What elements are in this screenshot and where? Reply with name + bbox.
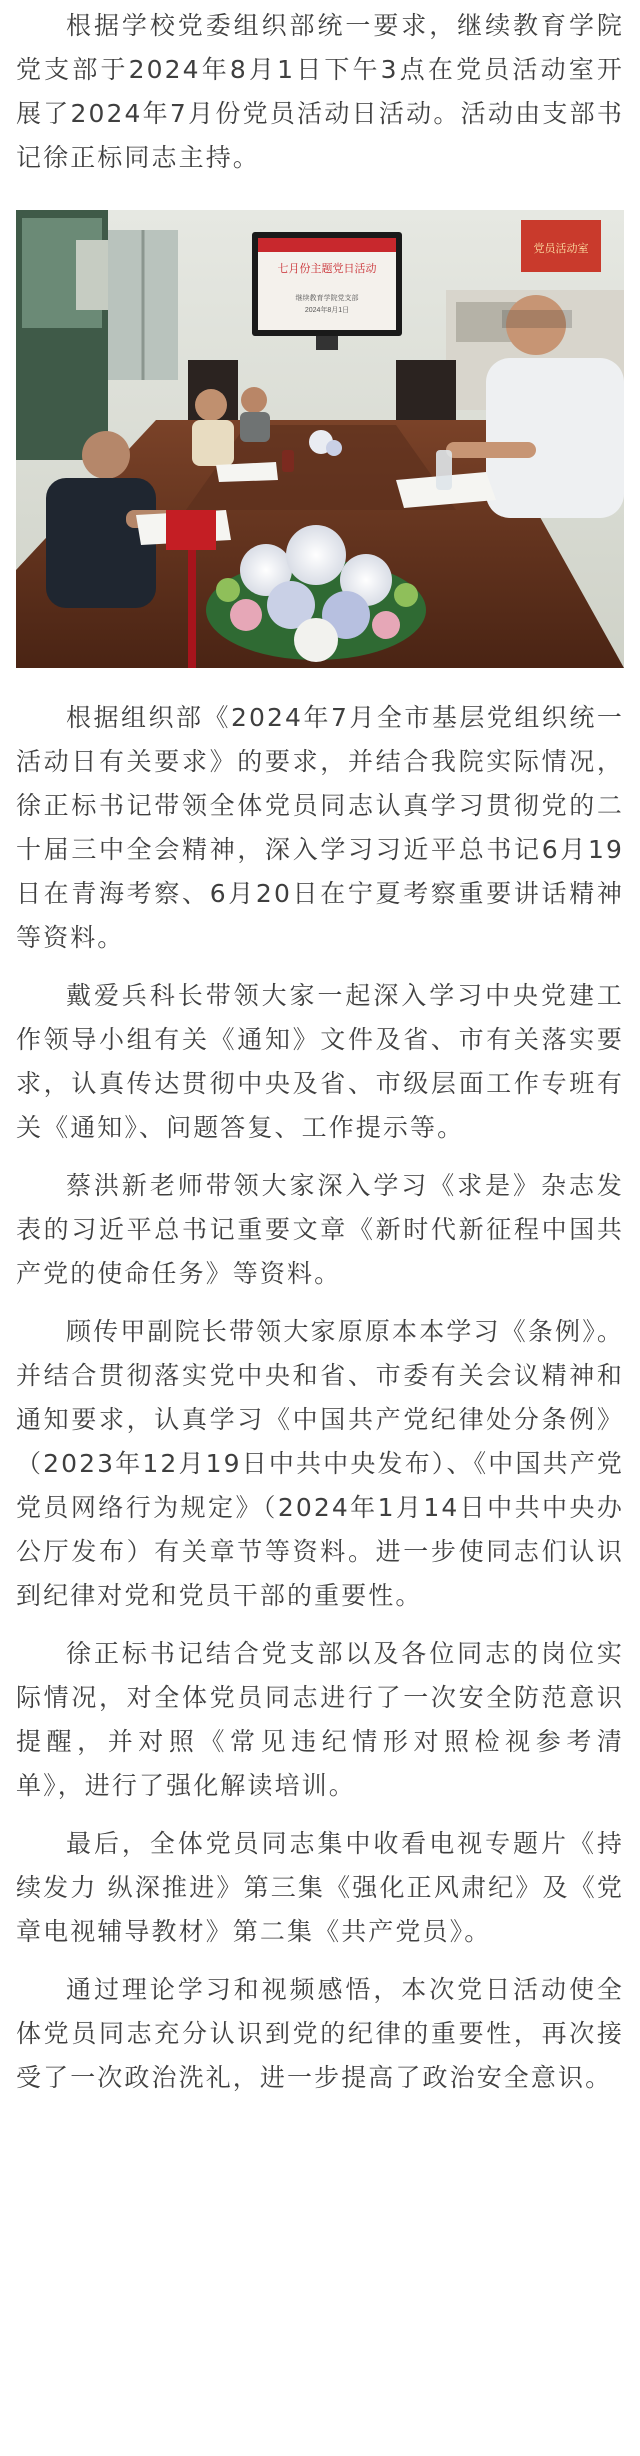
meeting-photo-illustration <box>16 210 624 668</box>
tv-screen-subtitle: 继续教育学院党支部 <box>295 295 359 302</box>
meeting-photo <box>16 210 624 668</box>
paragraph-conclusion: 通过理论学习和视频感悟，本次党日活动使全体党员同志充分认识到党的纪律的重要性，再次接受了一次政治洗礼，进一步提高了政治安全意识。 <box>16 1975 624 2092</box>
paragraph-cai-hongxin: 蔡洪新老师带领大家深入学习《求是》杂志发表的习近平总书记重要文章《新时代新征程中国共产党的使命任务》等资料。 <box>16 1171 624 1288</box>
paragraph-study-plenary: 根据组织部《2024年7月全市基层党组织统一活动日有关要求》的要求，并结合我院实际情况，徐正标书记带领全体党员同志认真学习贯彻党的二十届三中全会精神，深入学习习近平总书记6月19日在青海考察、6月20日在宁夏考察重要讲话精神等资料。 <box>16 703 624 952</box>
paragraph-dai-aibing: 戴爱兵科长带领大家一起深入学习中央党建工作领导小组有关《通知》文件及省、市有关落实要求，认真传达贯彻中央及省、市级层面工作专班有关《通知》、问题答复、工作提示等。 <box>16 981 624 1142</box>
paragraph-intro: 根据学校党委组织部统一要求，继续教育学院党支部于2024年8月1日下午3点在党员活动室开展了2024年7月份党员活动日活动。活动由支部书记徐正标同志主持。 <box>16 11 624 172</box>
wall-poster-text: 党员活动室 <box>533 243 589 255</box>
tv-screen-title: 七月份主题党日活动 <box>277 263 377 275</box>
paragraph-gu-chuanjia: 顾传甲副院长带领大家原原本本学习《条例》。并结合贯彻落实党中央和省、市委有关会议精神和通知要求，认真学习《中国共产党纪律处分条例》（2023年12月19日中共中央发布）、《中国共产党党员网络行为规定》（2024年1月14日中共中央办公厅发布）有关章节等资料。进一步使同志们认识到纪律对党和党员干部的重要性。 <box>16 1317 624 1610</box>
article <box>0 4 640 2456</box>
paragraph-safety-reminder: 徐正标书记结合党支部以及各位同志的岗位实际情况，对全体党员同志进行了一次安全防范意识提醒，并对照《常见违纪情形对照检视参考清单》，进行了强化解读培训。 <box>16 1639 624 1800</box>
paragraph-documentary: 最后，全体党员同志集中收看电视专题片《持续发力 纵深推进》第三集《强化正风肃纪》及《党章电视辅导教材》第二集《共产党员》。 <box>16 1829 624 1946</box>
tv-screen-date: 2024年8月1日 <box>304 307 350 314</box>
